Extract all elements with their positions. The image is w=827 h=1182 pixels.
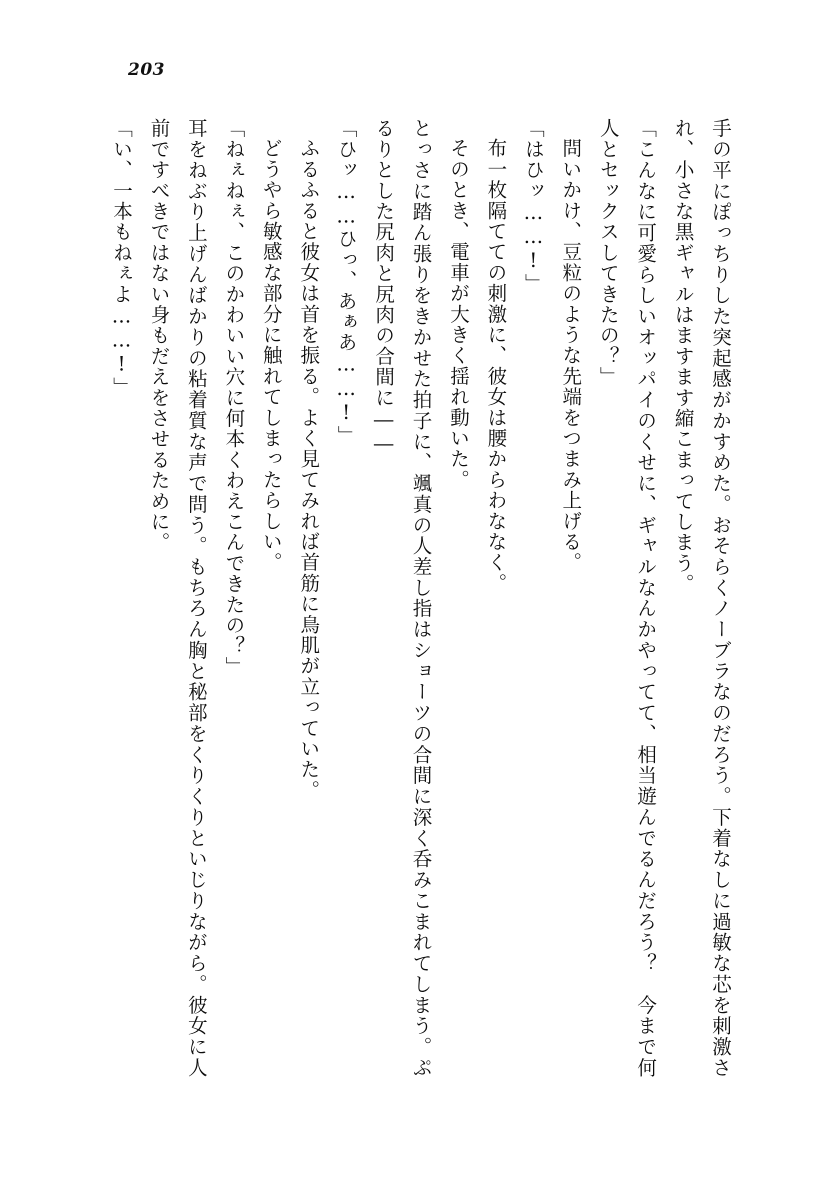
paragraph: 耳をねぶり上げんばかりの粘着質な声で問う。もちろん胸と秘部をくりくりといじりながら。彼女に人前ですべきではない身もだえをさせるために。: [147, 118, 208, 1078]
paragraph: 「ねぇねぇ、このかわいい穴に何本くわえこんできたの？」: [222, 118, 246, 677]
paragraph: どうやら敏感な部分に触れてしまったらしい。: [259, 137, 283, 573]
page-number: 203: [128, 60, 165, 80]
paragraph: そのとき、電車が大きく揺れ動いた。: [446, 137, 470, 490]
paragraph: とっさに踏ん張りをきかせた拍子に、颯真の人差し指はショーツの合間に深く呑みこまれてしまう。ぷるりとした尻肉と尻肉の合間に――: [372, 118, 433, 1078]
paragraph: 「こんなに可愛らしいオッパイのくせに、ギャルなんかやってて、相当遊んでるんだろう？ 今まで何人とセックスしてきたの？」: [596, 118, 658, 1078]
paragraph: 手の平にぽっちりした突起感がかすめた。おそらくノーブラなのだろう。下着なしに過敏な芯を刺激され、小さな黒ギャルはますます縮こまってしまう。: [671, 118, 732, 1078]
paragraph: 問いかけ、豆粒のような先端をつまみ上げる。: [559, 137, 583, 573]
body-text-block: [110, 118, 739, 1078]
paragraph: 「ひッ……ひっ、あぁあ……!」: [334, 118, 358, 446]
paragraph: ふるふると彼女は首を振る。よく見てみれば首筋に鳥肌が立っていた。: [297, 137, 321, 800]
paragraph: 「い、一本もねぇよ……!」: [110, 118, 133, 398]
paragraph: 「はひッ……!」: [521, 118, 545, 295]
paragraph: 布一枚隔てての刺激に、彼女は腰からわななく。: [484, 137, 508, 593]
